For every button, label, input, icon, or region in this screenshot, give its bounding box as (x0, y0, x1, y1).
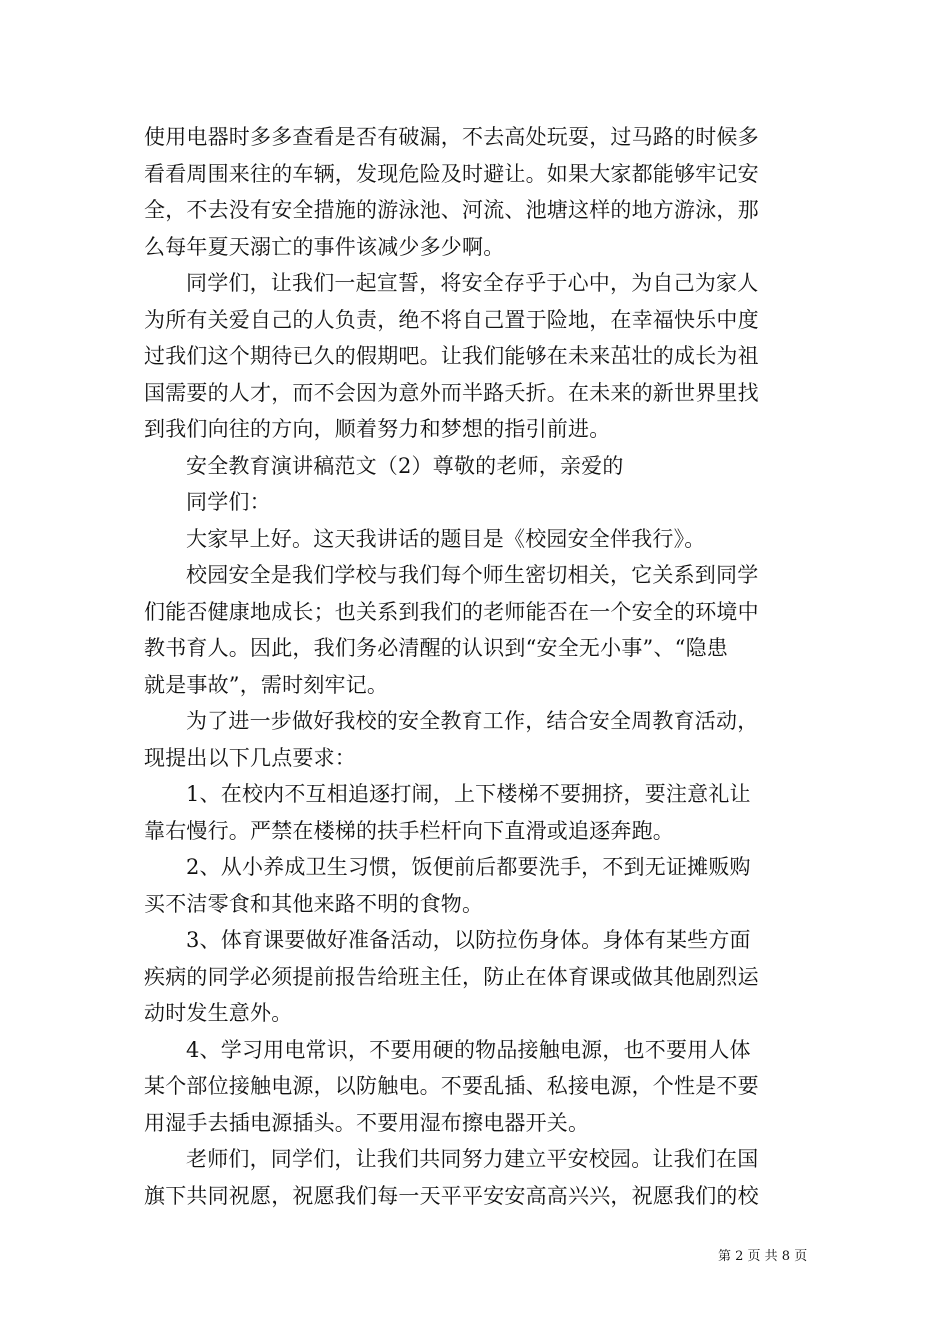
paragraph-start-line: 同学们，让我们一起宣誓，将安全存乎于心中，为自己为家人 (186, 271, 759, 295)
body-text (144, 119, 810, 1214)
text-line: 现提出以下几点要求： (144, 745, 356, 770)
list-item-line: 3、体育课要做好准备活动，以防拉伤身体。身体有某些方面 (186, 928, 751, 952)
text-line: 全，不去没有安全措施的游泳池、河流、池塘这样的地方游泳，那 (144, 198, 759, 222)
list-item-line: 2、从小养成卫生习惯，饭便前后都要洗手，不到无证摊贩购 (186, 855, 751, 879)
page-number: 第 2 页 共 8 页 (718, 1249, 808, 1264)
text-line: 某个部位接触电源，以防触电。不要乱插、私接电源，个性是不要 (144, 1074, 759, 1098)
text-line: 旗下共同祝愿，祝愿我们每一天平平安安高高兴兴，祝愿我们的校 (144, 1183, 759, 1208)
paragraph-start-line: 老师们，同学们，让我们共同努力建立平安校园。让我们在国 (186, 1147, 759, 1171)
text-line: 就是事故”，需时刻牢记。 (144, 672, 389, 697)
text-line: 用湿手去插电源插头。不要用湿布擦电器开关。 (144, 1110, 590, 1135)
paragraph-start-line: 为了进一步做好我校的安全教育工作，结合安全周教育活动， (186, 709, 759, 733)
text-line: 买不洁零食和其他来路不明的食物。 (144, 891, 484, 916)
text-line: 疾病的同学必须提前报告给班主任，防止在体育课或做其他剧烈运 (144, 964, 759, 989)
salutation-line: 同学们： (186, 490, 271, 514)
text-line: 教书育人。因此，我们务必清醒的认识到“安全无小事”、“隐患 (144, 636, 729, 660)
text-line: 们能否健康地成长；也关系到我们的老师能否在一个安全的环境中 (144, 599, 759, 624)
paragraph-start-line: 校园安全是我们学校与我们每个师生密切相关，它关系到同学 (186, 563, 759, 587)
text-line: 动时发生意外。 (144, 1001, 293, 1025)
paragraph-start-line: 大家早上好。这天我讲话的题目是《校园安全伴我行》。 (186, 526, 706, 551)
text-line: 过我们这个期待已久的假期吧。让我们能够在未来茁壮的成长为祖 (144, 344, 759, 368)
list-item-line: 1、在校内不互相追逐打闹，上下楼梯不要拥挤，要注意礼让 (186, 782, 751, 806)
text-line: 到我们向往的方向，顺着努力和梦想的指引前进。 (144, 417, 611, 441)
text-line: 靠右慢行。严禁在楼梯的扶手栏杆向下直滑或追逐奔跑。 (144, 818, 674, 843)
section-heading-line: 安全教育演讲稿范文（2）尊敬的老师，亲爱的 (186, 453, 624, 478)
text-line: 看看周围来往的车辆，发现危险及时避让。如果大家都能够牢记安 (144, 161, 759, 186)
text-line: 国需要的人才，而不会因为意外而半路夭折。在未来的新世界里找 (144, 380, 759, 405)
text-line: 为所有关爱自己的人负责，绝不将自己置于险地，在幸福快乐中度 (144, 307, 759, 332)
list-item-line: 4、学习用电常识，不要用硬的物品接触电源，也不要用人体 (186, 1037, 751, 1062)
text-line: 使用电器时多多查看是否有破漏，不去高处玩耍，过马路的时候多 (144, 125, 759, 149)
text-line: 么每年夏天溺亡的事件该减少多少啊。 (144, 234, 505, 259)
